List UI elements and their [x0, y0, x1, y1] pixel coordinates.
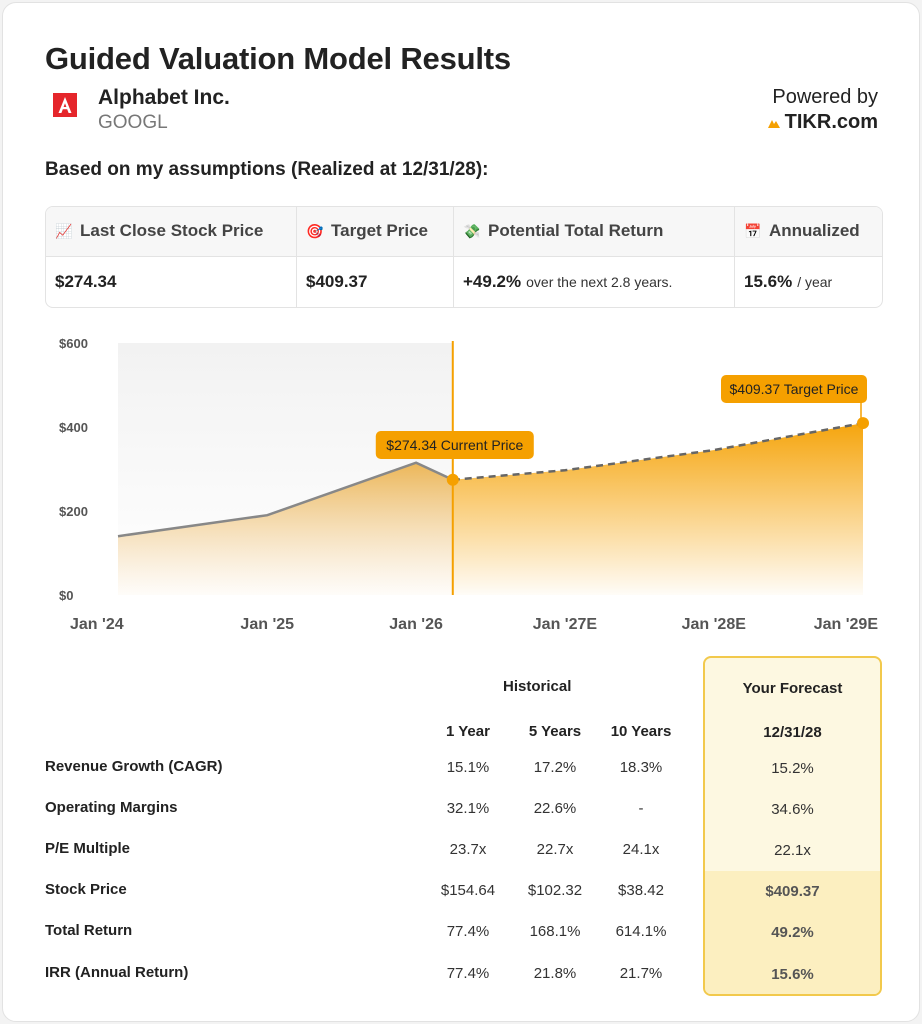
metric-last-close — [46, 207, 297, 307]
forecast-cell: 34.6% — [771, 801, 814, 818]
current-price-callout-label: $274.34 Current Price — [386, 437, 524, 453]
metric-target — [297, 207, 454, 307]
table-cell: 24.1x — [622, 841, 660, 858]
row-label: Revenue Growth (CAGR) — [45, 758, 223, 775]
total-return-suffix: over the next 2.8 years. — [526, 273, 673, 290]
table-cell: 22.7x — [536, 841, 574, 858]
metric-label: Last Close Stock Price — [80, 221, 264, 241]
table-cell: 18.3% — [619, 759, 663, 776]
price-chart — [43, 328, 893, 648]
col-5-years: 5 Years — [528, 723, 582, 740]
row-label: IRR (Annual Return) — [45, 964, 189, 981]
metric-header — [297, 207, 453, 257]
target-value: $409.37 — [306, 271, 368, 291]
company-ticker: GOOGL — [98, 112, 168, 133]
x-tick-label: Jan '27E — [532, 616, 598, 633]
tikr-brand-text: TIKR.com — [784, 111, 878, 133]
forecast-cell: $409.37 — [765, 883, 820, 900]
assumptions-subtitle: Based on my assumptions (Realized at 12/31/28): — [45, 159, 489, 180]
row-label: Total Return — [45, 922, 133, 939]
forecast-cell: 15.6% — [771, 966, 814, 983]
metric-value — [735, 257, 882, 307]
valuation-card — [2, 2, 920, 1022]
tikr-logo-icon — [767, 117, 781, 129]
metric-label: Target Price — [331, 221, 429, 241]
table-cell: 614.1% — [615, 923, 667, 940]
x-tick-label: Jan '29E — [813, 616, 878, 633]
forecast-cell: 22.1x — [774, 842, 811, 859]
metric-annualized — [735, 207, 882, 307]
target-icon: 🎯 — [306, 222, 324, 239]
historical-header: Historical — [503, 678, 572, 695]
y-tick-label: $600 — [59, 336, 88, 351]
metric-header — [46, 207, 296, 257]
y-tick-label: $400 — [59, 420, 88, 435]
metrics-table — [45, 206, 883, 308]
table-cell: 77.4% — [446, 923, 490, 940]
powered-by-label: Powered by — [772, 86, 878, 108]
table-cell: 77.4% — [446, 965, 490, 982]
col-forecast-date: 12/31/28 — [763, 724, 822, 741]
table-cell: 15.1% — [446, 759, 490, 776]
y-tick-label: $200 — [59, 504, 88, 519]
total-return-value: +49.2% — [463, 271, 522, 291]
forecast-cell: 49.2% — [771, 924, 814, 941]
col-1-year: 1 Year — [446, 723, 490, 740]
table-cell: 21.8% — [533, 965, 577, 982]
forecast-header: Your Forecast — [742, 680, 843, 697]
metric-value — [46, 257, 296, 307]
metric-header — [454, 207, 734, 257]
metric-value — [454, 257, 734, 307]
row-label: Operating Margins — [45, 799, 178, 816]
table-cell: $154.64 — [440, 882, 496, 899]
x-tick-label: Jan '26 — [389, 616, 443, 633]
chart-up-icon: 📈 — [55, 222, 73, 239]
forecast-column — [703, 656, 882, 996]
metric-value — [297, 257, 453, 307]
table-cell: 17.2% — [533, 759, 577, 776]
metric-header — [735, 207, 882, 257]
table-cell: $38.42 — [618, 882, 664, 899]
table-cell: 32.1% — [446, 800, 490, 817]
table-cell: - — [638, 800, 644, 817]
calendar-icon: 📅 — [744, 222, 762, 239]
metric-label: Potential Total Return — [488, 221, 664, 241]
row-label: P/E Multiple — [45, 840, 131, 857]
y-tick-label: $0 — [59, 588, 74, 603]
target-price-callout-label: $409.37 Target Price — [729, 381, 859, 397]
table-cell: 168.1% — [529, 923, 581, 940]
page-title: Guided Valuation Model Results — [45, 41, 511, 76]
table-cell: 23.7x — [449, 841, 487, 858]
last-close-value: $274.34 — [55, 271, 117, 291]
table-cell: $102.32 — [527, 882, 583, 899]
annualized-suffix: / year — [797, 273, 833, 290]
row-label: Stock Price — [45, 881, 127, 898]
metric-label: Annualized — [769, 221, 860, 241]
alphabet-logo-icon — [53, 93, 77, 117]
table-cell: 22.6% — [533, 800, 577, 817]
metric-total-return — [454, 207, 735, 307]
x-tick-label: Jan '28E — [681, 616, 746, 633]
col-10-years: 10 Years — [610, 723, 672, 740]
company-name: Alphabet Inc. — [98, 86, 230, 109]
x-tick-label: Jan '24 — [70, 616, 124, 633]
x-tick-label: Jan '25 — [240, 616, 295, 633]
table-cell: 21.7% — [619, 965, 663, 982]
target-price-point — [857, 417, 869, 429]
annualized-value: 15.6% — [744, 271, 793, 291]
tikr-brand-link[interactable] — [767, 111, 878, 134]
money-icon: 💸 — [463, 222, 481, 239]
forecast-cell: 15.2% — [771, 760, 814, 777]
